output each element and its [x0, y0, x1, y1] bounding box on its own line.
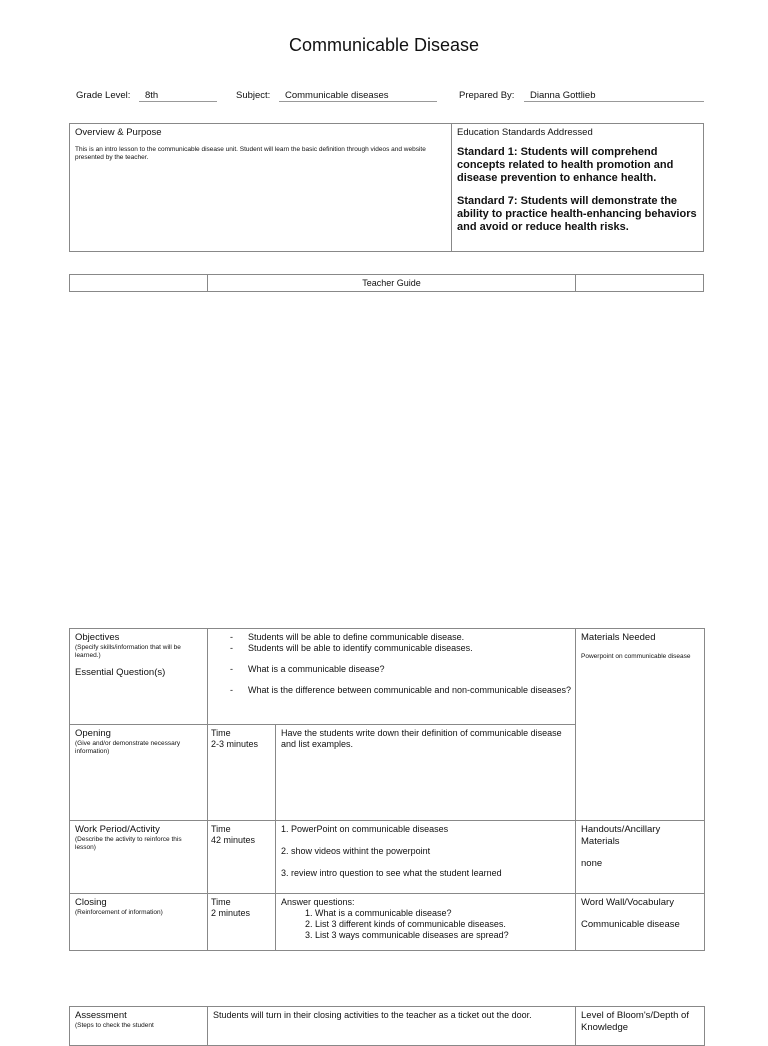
closing-time-value: 2 minutes: [211, 908, 251, 918]
assessment-label: Assessment: [75, 1010, 127, 1021]
grade-level-label: Grade Level:: [76, 90, 131, 101]
opening-sublabel: (Give and/or demonstrate necessary information): [75, 740, 181, 755]
closing-sublabel: (Reinforcement of information): [75, 909, 163, 916]
work-time-label: Time: [211, 824, 231, 834]
materials-cell: [576, 629, 705, 821]
essential-question-item: - What is a communicable disease?: [208, 664, 575, 675]
assessment-text: Students will turn in their closing activities to the teacher as a ticket out the door.: [213, 1010, 532, 1020]
standards-heading: Education Standards Addressed: [457, 127, 593, 138]
opening-label: Opening: [75, 728, 111, 739]
lesson-table: [69, 628, 705, 951]
teacher-guide-right-cell: [576, 275, 704, 292]
objectives-label: Objectives: [75, 632, 120, 643]
opening-content-cell: [276, 725, 576, 821]
handouts-label: Handouts/Ancillary Materials: [581, 824, 661, 847]
handouts-value: none: [581, 858, 603, 869]
work-time-cell: [208, 821, 276, 894]
standards-cell: [452, 124, 704, 252]
opening-cell: [70, 725, 208, 821]
objectives-sublabel: (Specify skills/information that will be learned.): [75, 644, 181, 659]
essential-questions-label: Essential Question(s): [75, 667, 166, 678]
grade-level-value: 8th: [145, 90, 159, 101]
work-period-sublabel: (Describe the activity to reinforce this lesson): [75, 836, 182, 851]
opening-text: Have the students write down their definition of communicable disease and list examples.: [281, 728, 562, 749]
assessment-table: [69, 1006, 705, 1046]
closing-question: 1. What is a communicable disease?: [315, 908, 570, 919]
objectives-content-cell: [208, 629, 576, 725]
teacher-guide-left-cell: [70, 275, 208, 292]
work-time-value: 42 minutes: [211, 835, 256, 845]
overview-heading: Overview & Purpose: [75, 127, 162, 138]
subject-underline: [279, 101, 437, 102]
teacher-guide-label: Teacher Guide: [208, 275, 576, 292]
objective-item: - Students will be able to define communicable disease.: [208, 632, 575, 643]
materials-value: Powerpoint on communicable disease: [581, 653, 691, 660]
assessment-sublabel: (Steps to check the student: [75, 1022, 154, 1029]
prepared-by-underline: [524, 101, 704, 102]
objectives-cell: [70, 629, 208, 725]
vocabulary-value: Communicable disease: [581, 919, 680, 930]
work-period-label: Work Period/Activity: [75, 824, 160, 835]
work-period-cell: [70, 821, 208, 894]
page-title: Communicable Disease: [288, 35, 480, 55]
prepared-by-label: Prepared By:: [459, 90, 515, 101]
closing-question: 3. List 3 ways communicable diseases are spread?: [315, 930, 570, 941]
prepared-by-value: Dianna Gottlieb: [530, 90, 596, 101]
closing-label: Closing: [75, 897, 107, 908]
overview-table: [69, 123, 704, 252]
subject-value: Communicable diseases: [285, 90, 389, 101]
closing-question: 2. List 3 different kinds of communicable diseases.: [315, 919, 570, 930]
work-item: 2. show videos withint the powerpoint: [281, 846, 431, 856]
work-item: 3. review intro question to see what the student learned: [281, 868, 502, 878]
objective-item: - Students will be able to identify communicable diseases.: [208, 643, 575, 654]
overview-cell: [70, 124, 452, 252]
essential-question-item: - What is the difference between communicable and non-communicable diseases?: [208, 685, 575, 696]
opening-time-label: Time: [211, 728, 231, 738]
vocabulary-label: Word Wall/Vocabulary: [581, 897, 674, 908]
closing-intro: Answer questions:: [281, 897, 355, 907]
grade-level-underline: [139, 101, 217, 102]
standard-1: Standard 1: Students will comprehend concepts related to health promotion and disease prevention to enhance health.: [457, 146, 674, 184]
closing-content-cell: [276, 894, 576, 951]
vocabulary-cell: [576, 894, 705, 951]
blooms-cell: [576, 1007, 705, 1046]
blooms-label: Level of Bloom's/Depth of Knowledge: [581, 1010, 689, 1033]
teacher-guide-table: [69, 274, 704, 292]
opening-time-value: 2-3 minutes: [211, 739, 259, 749]
closing-time-label: Time: [211, 897, 231, 907]
subject-label: Subject:: [236, 90, 271, 101]
work-item: 1. PowerPoint on communicable diseases: [281, 824, 449, 834]
assessment-cell: [70, 1007, 208, 1046]
opening-time-cell: [208, 725, 276, 821]
work-content-cell: [276, 821, 576, 894]
assessment-content-cell: [208, 1007, 576, 1046]
handouts-cell: [576, 821, 705, 894]
materials-label: Materials Needed: [581, 632, 656, 643]
overview-text: This is an intro lesson to the communicable disease unit. Student will learn the basic definition through videos and website presented by the teacher.: [75, 146, 426, 161]
closing-cell: [70, 894, 208, 951]
standard-7: Standard 7: Students will demonstrate the ability to practice health-enhancing behaviors and avoid or reduce health risks.: [457, 195, 697, 233]
closing-time-cell: [208, 894, 276, 951]
